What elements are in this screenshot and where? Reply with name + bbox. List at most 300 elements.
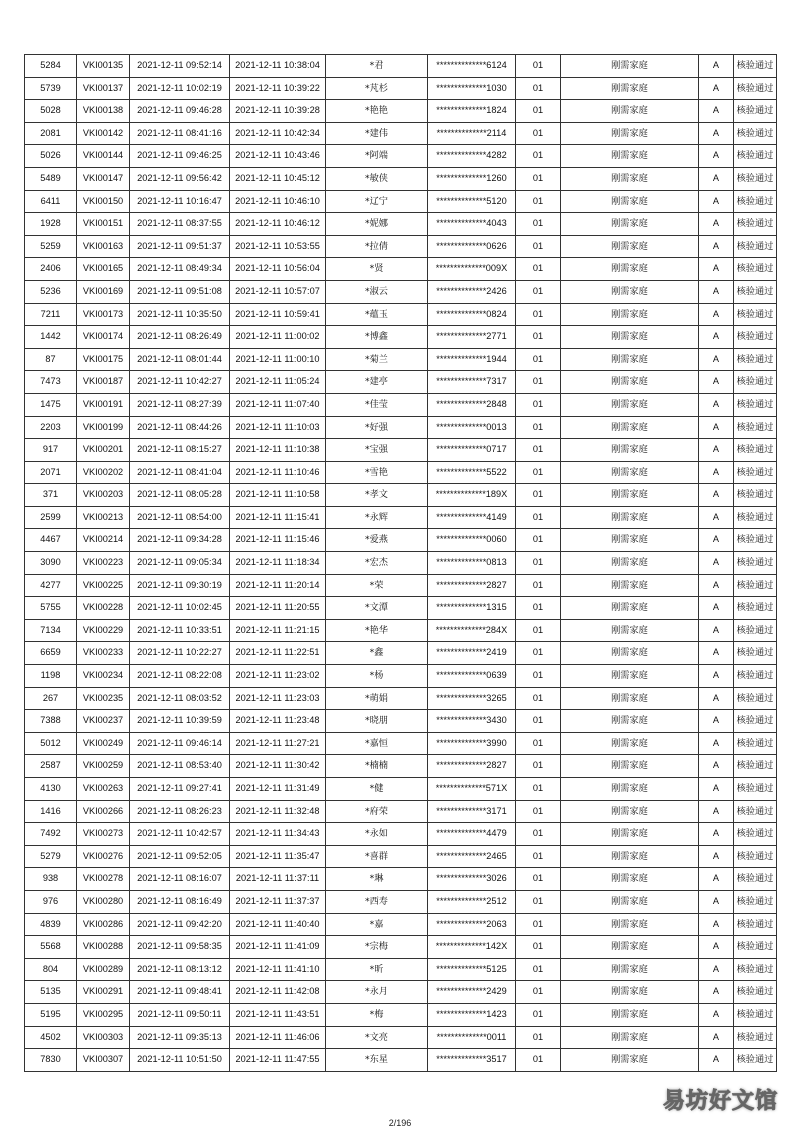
cell-seq: 1416: [25, 800, 77, 823]
cell-category-code: 01: [516, 167, 561, 190]
cell-id-number: **************1824: [428, 100, 516, 123]
cell-status: 核验通过: [734, 145, 777, 168]
cell-code: VKI00187: [77, 371, 130, 394]
cell-family-type: 刚需家庭: [561, 190, 699, 213]
cell-submit-time: 2021-12-11 08:53:40: [130, 755, 230, 778]
cell-name: *佳莹: [326, 393, 428, 416]
cell-code: VKI00263: [77, 778, 130, 801]
cell-submit-time: 2021-12-11 10:39:59: [130, 710, 230, 733]
cell-code: VKI00295: [77, 1003, 130, 1026]
cell-status: 核验通过: [734, 687, 777, 710]
cell-family-type: 刚需家庭: [561, 574, 699, 597]
cell-code: VKI00150: [77, 190, 130, 213]
table-row: [25, 506, 777, 529]
cell-verify-time: 2021-12-11 10:56:04: [230, 258, 326, 281]
cell-category-code: 01: [516, 823, 561, 846]
cell-grade: A: [699, 461, 734, 484]
cell-id-number: **************1315: [428, 597, 516, 620]
cell-id-number: **************3430: [428, 710, 516, 733]
cell-category-code: 01: [516, 326, 561, 349]
cell-seq: 87: [25, 348, 77, 371]
cell-seq: 7211: [25, 303, 77, 326]
cell-family-type: 刚需家庭: [561, 461, 699, 484]
cell-submit-time: 2021-12-11 09:52:05: [130, 845, 230, 868]
cell-status: 核验通过: [734, 800, 777, 823]
cell-category-code: 01: [516, 665, 561, 688]
cell-verify-time: 2021-12-11 11:23:02: [230, 665, 326, 688]
cell-status: 核验通过: [734, 167, 777, 190]
cell-submit-time: 2021-12-11 09:42:20: [130, 913, 230, 936]
cell-submit-time: 2021-12-11 09:46:28: [130, 100, 230, 123]
cell-submit-time: 2021-12-11 10:51:50: [130, 1049, 230, 1072]
cell-category-code: 01: [516, 1026, 561, 1049]
cell-grade: A: [699, 439, 734, 462]
cell-submit-time: 2021-12-11 08:13:12: [130, 958, 230, 981]
cell-family-type: 刚需家庭: [561, 890, 699, 913]
cell-grade: A: [699, 1026, 734, 1049]
cell-family-type: 刚需家庭: [561, 732, 699, 755]
cell-seq: 1198: [25, 665, 77, 688]
cell-grade: A: [699, 1003, 734, 1026]
cell-seq: 804: [25, 958, 77, 981]
cell-status: 核验通过: [734, 710, 777, 733]
cell-name: *建伟: [326, 122, 428, 145]
cell-verify-time: 2021-12-11 10:57:07: [230, 280, 326, 303]
cell-family-type: 刚需家庭: [561, 552, 699, 575]
cell-code: VKI00307: [77, 1049, 130, 1072]
cell-id-number: **************3171: [428, 800, 516, 823]
cell-family-type: 刚需家庭: [561, 235, 699, 258]
cell-code: VKI00202: [77, 461, 130, 484]
cell-code: VKI00223: [77, 552, 130, 575]
cell-category-code: 01: [516, 77, 561, 100]
table-row: [25, 326, 777, 349]
cell-status: 核验通过: [734, 484, 777, 507]
cell-family-type: 刚需家庭: [561, 484, 699, 507]
table-row: [25, 868, 777, 891]
cell-code: VKI00228: [77, 597, 130, 620]
cell-code: VKI00213: [77, 506, 130, 529]
cell-verify-time: 2021-12-11 10:59:41: [230, 303, 326, 326]
table-row: [25, 484, 777, 507]
cell-submit-time: 2021-12-11 08:49:34: [130, 258, 230, 281]
cell-code: VKI00234: [77, 665, 130, 688]
cell-seq: 5739: [25, 77, 77, 100]
cell-family-type: 刚需家庭: [561, 506, 699, 529]
cell-seq: 2406: [25, 258, 77, 281]
cell-submit-time: 2021-12-11 08:05:28: [130, 484, 230, 507]
cell-name: *辽宁: [326, 190, 428, 213]
cell-grade: A: [699, 778, 734, 801]
cell-code: VKI00276: [77, 845, 130, 868]
table-row: [25, 574, 777, 597]
table-row: [25, 642, 777, 665]
cell-grade: A: [699, 348, 734, 371]
cell-seq: 267: [25, 687, 77, 710]
cell-submit-time: 2021-12-11 09:05:34: [130, 552, 230, 575]
cell-submit-time: 2021-12-11 08:54:00: [130, 506, 230, 529]
cell-verify-time: 2021-12-11 11:23:03: [230, 687, 326, 710]
cell-seq: 2587: [25, 755, 77, 778]
cell-submit-time: 2021-12-11 09:56:42: [130, 167, 230, 190]
cell-code: VKI00280: [77, 890, 130, 913]
cell-verify-time: 2021-12-11 10:53:55: [230, 235, 326, 258]
cell-name: *荣: [326, 574, 428, 597]
cell-submit-time: 2021-12-11 10:02:45: [130, 597, 230, 620]
cell-name: *昕: [326, 958, 428, 981]
cell-status: 核验通过: [734, 190, 777, 213]
cell-category-code: 01: [516, 981, 561, 1004]
cell-id-number: **************4479: [428, 823, 516, 846]
cell-category-code: 01: [516, 800, 561, 823]
cell-category-code: 01: [516, 913, 561, 936]
cell-category-code: 01: [516, 1049, 561, 1072]
cell-status: 核验通过: [734, 371, 777, 394]
cell-status: 核验通过: [734, 122, 777, 145]
watermark-logo: 易坊好文馆: [662, 1089, 778, 1114]
cell-name: *东星: [326, 1049, 428, 1072]
cell-seq: 7473: [25, 371, 77, 394]
cell-status: 核验通过: [734, 348, 777, 371]
table-row: [25, 371, 777, 394]
cell-grade: A: [699, 190, 734, 213]
cell-id-number: **************0717: [428, 439, 516, 462]
cell-id-number: **************7317: [428, 371, 516, 394]
cell-submit-time: 2021-12-11 10:42:27: [130, 371, 230, 394]
cell-verify-time: 2021-12-11 11:21:15: [230, 619, 326, 642]
cell-verify-time: 2021-12-11 11:41:09: [230, 936, 326, 959]
cell-seq: 5012: [25, 732, 77, 755]
cell-seq: 7388: [25, 710, 77, 733]
cell-verify-time: 2021-12-11 11:35:47: [230, 845, 326, 868]
cell-grade: A: [699, 55, 734, 78]
cell-code: VKI00165: [77, 258, 130, 281]
cell-id-number: **************0813: [428, 552, 516, 575]
cell-verify-time: 2021-12-11 11:20:14: [230, 574, 326, 597]
cell-status: 核验通过: [734, 732, 777, 755]
cell-code: VKI00135: [77, 55, 130, 78]
cell-family-type: 刚需家庭: [561, 687, 699, 710]
cell-category-code: 01: [516, 619, 561, 642]
cell-family-type: 刚需家庭: [561, 77, 699, 100]
cell-verify-time: 2021-12-11 11:41:10: [230, 958, 326, 981]
cell-category-code: 01: [516, 642, 561, 665]
cell-family-type: 刚需家庭: [561, 258, 699, 281]
cell-id-number: **************3265: [428, 687, 516, 710]
cell-id-number: **************3026: [428, 868, 516, 891]
cell-id-number: **************5125: [428, 958, 516, 981]
cell-seq: 5755: [25, 597, 77, 620]
cell-grade: A: [699, 326, 734, 349]
cell-family-type: 刚需家庭: [561, 348, 699, 371]
cell-name: *永辉: [326, 506, 428, 529]
cell-status: 核验通过: [734, 77, 777, 100]
cell-verify-time: 2021-12-11 11:47:55: [230, 1049, 326, 1072]
table-row: [25, 529, 777, 552]
cell-submit-time: 2021-12-11 10:33:51: [130, 619, 230, 642]
cell-family-type: 刚需家庭: [561, 981, 699, 1004]
cell-id-number: **************4043: [428, 213, 516, 236]
cell-code: VKI00229: [77, 619, 130, 642]
table-row: [25, 619, 777, 642]
cell-submit-time: 2021-12-11 10:35:50: [130, 303, 230, 326]
cell-family-type: 刚需家庭: [561, 845, 699, 868]
table-row: [25, 710, 777, 733]
table-row: [25, 348, 777, 371]
table-body: [25, 55, 777, 1072]
table-row: [25, 823, 777, 846]
cell-status: 核验通过: [734, 303, 777, 326]
cell-family-type: 刚需家庭: [561, 823, 699, 846]
cell-family-type: 刚需家庭: [561, 1003, 699, 1026]
cell-status: 核验通过: [734, 981, 777, 1004]
cell-seq: 4839: [25, 913, 77, 936]
cell-grade: A: [699, 167, 734, 190]
cell-submit-time: 2021-12-11 09:52:14: [130, 55, 230, 78]
table-row: [25, 167, 777, 190]
cell-submit-time: 2021-12-11 09:51:08: [130, 280, 230, 303]
table-row: [25, 800, 777, 823]
cell-status: 核验通过: [734, 439, 777, 462]
cell-verify-time: 2021-12-11 11:46:06: [230, 1026, 326, 1049]
cell-category-code: 01: [516, 393, 561, 416]
cell-id-number: **************284X: [428, 619, 516, 642]
cell-verify-time: 2021-12-11 11:07:40: [230, 393, 326, 416]
cell-id-number: **************1423: [428, 1003, 516, 1026]
cell-grade: A: [699, 755, 734, 778]
cell-id-number: **************2465: [428, 845, 516, 868]
cell-grade: A: [699, 303, 734, 326]
cell-code: VKI00249: [77, 732, 130, 755]
cell-submit-time: 2021-12-11 08:22:08: [130, 665, 230, 688]
cell-submit-time: 2021-12-11 08:41:04: [130, 461, 230, 484]
page-number: 2/196: [388, 1118, 412, 1128]
cell-status: 核验通过: [734, 1049, 777, 1072]
cell-family-type: 刚需家庭: [561, 280, 699, 303]
cell-grade: A: [699, 1049, 734, 1072]
cell-code: VKI00163: [77, 235, 130, 258]
cell-category-code: 01: [516, 416, 561, 439]
cell-status: 核验通过: [734, 958, 777, 981]
cell-category-code: 01: [516, 868, 561, 891]
cell-submit-time: 2021-12-11 09:30:19: [130, 574, 230, 597]
cell-category-code: 01: [516, 213, 561, 236]
cell-family-type: 刚需家庭: [561, 529, 699, 552]
cell-category-code: 01: [516, 371, 561, 394]
cell-status: 核验通过: [734, 100, 777, 123]
cell-verify-time: 2021-12-11 11:43:51: [230, 1003, 326, 1026]
cell-id-number: **************571X: [428, 778, 516, 801]
cell-id-number: **************189X: [428, 484, 516, 507]
cell-id-number: **************3517: [428, 1049, 516, 1072]
cell-code: VKI00235: [77, 687, 130, 710]
cell-verify-time: 2021-12-11 10:45:12: [230, 167, 326, 190]
cell-name: *嘉恒: [326, 732, 428, 755]
cell-submit-time: 2021-12-11 08:15:27: [130, 439, 230, 462]
table-row: [25, 552, 777, 575]
cell-name: *晓朋: [326, 710, 428, 733]
cell-family-type: 刚需家庭: [561, 145, 699, 168]
cell-submit-time: 2021-12-11 08:27:39: [130, 393, 230, 416]
cell-id-number: **************2827: [428, 755, 516, 778]
cell-submit-time: 2021-12-11 09:35:13: [130, 1026, 230, 1049]
cell-verify-time: 2021-12-11 11:20:55: [230, 597, 326, 620]
cell-family-type: 刚需家庭: [561, 800, 699, 823]
cell-code: VKI00278: [77, 868, 130, 891]
cell-verify-time: 2021-12-11 11:30:42: [230, 755, 326, 778]
table-row: [25, 235, 777, 258]
cell-category-code: 01: [516, 506, 561, 529]
table-row: [25, 778, 777, 801]
cell-grade: A: [699, 800, 734, 823]
cell-name: *健: [326, 778, 428, 801]
cell-code: VKI00138: [77, 100, 130, 123]
cell-id-number: **************1944: [428, 348, 516, 371]
cell-family-type: 刚需家庭: [561, 710, 699, 733]
cell-status: 核验通过: [734, 868, 777, 891]
cell-status: 核验通过: [734, 755, 777, 778]
cell-category-code: 01: [516, 1003, 561, 1026]
cell-status: 核验通过: [734, 778, 777, 801]
cell-verify-time: 2021-12-11 11:10:58: [230, 484, 326, 507]
cell-verify-time: 2021-12-11 11:18:34: [230, 552, 326, 575]
registration-table: [24, 54, 777, 1072]
cell-family-type: 刚需家庭: [561, 619, 699, 642]
cell-code: VKI00289: [77, 958, 130, 981]
cell-grade: A: [699, 597, 734, 620]
cell-family-type: 刚需家庭: [561, 665, 699, 688]
cell-submit-time: 2021-12-11 09:46:14: [130, 732, 230, 755]
cell-code: VKI00199: [77, 416, 130, 439]
cell-status: 核验通过: [734, 235, 777, 258]
cell-id-number: **************4282: [428, 145, 516, 168]
cell-status: 核验通过: [734, 326, 777, 349]
cell-seq: 5028: [25, 100, 77, 123]
cell-status: 核验通过: [734, 574, 777, 597]
cell-status: 核验通过: [734, 529, 777, 552]
cell-category-code: 01: [516, 529, 561, 552]
cell-name: *梅: [326, 1003, 428, 1026]
cell-id-number: **************1030: [428, 77, 516, 100]
cell-seq: 5568: [25, 936, 77, 959]
cell-verify-time: 2021-12-11 10:39:22: [230, 77, 326, 100]
cell-code: VKI00225: [77, 574, 130, 597]
cell-grade: A: [699, 958, 734, 981]
cell-name: *嘉: [326, 913, 428, 936]
cell-seq: 1442: [25, 326, 77, 349]
cell-grade: A: [699, 823, 734, 846]
cell-verify-time: 2021-12-11 10:39:28: [230, 100, 326, 123]
table-row: [25, 303, 777, 326]
cell-id-number: **************2512: [428, 890, 516, 913]
table-row: [25, 461, 777, 484]
cell-code: VKI00291: [77, 981, 130, 1004]
cell-seq: 7134: [25, 619, 77, 642]
cell-submit-time: 2021-12-11 09:34:28: [130, 529, 230, 552]
cell-name: *艳华: [326, 619, 428, 642]
cell-name: *楠楠: [326, 755, 428, 778]
cell-category-code: 01: [516, 461, 561, 484]
cell-code: VKI00169: [77, 280, 130, 303]
cell-name: *博鑫: [326, 326, 428, 349]
table-row: [25, 687, 777, 710]
cell-seq: 2203: [25, 416, 77, 439]
cell-id-number: **************0639: [428, 665, 516, 688]
cell-family-type: 刚需家庭: [561, 642, 699, 665]
cell-status: 核验通过: [734, 619, 777, 642]
cell-family-type: 刚需家庭: [561, 913, 699, 936]
cell-grade: A: [699, 258, 734, 281]
cell-seq: 2599: [25, 506, 77, 529]
cell-grade: A: [699, 506, 734, 529]
cell-id-number: **************009X: [428, 258, 516, 281]
cell-name: *蕴玉: [326, 303, 428, 326]
cell-id-number: **************2429: [428, 981, 516, 1004]
cell-category-code: 01: [516, 55, 561, 78]
cell-grade: A: [699, 936, 734, 959]
cell-verify-time: 2021-12-11 11:15:46: [230, 529, 326, 552]
cell-seq: 6659: [25, 642, 77, 665]
cell-category-code: 01: [516, 732, 561, 755]
cell-id-number: **************0824: [428, 303, 516, 326]
cell-submit-time: 2021-12-11 08:37:55: [130, 213, 230, 236]
cell-grade: A: [699, 732, 734, 755]
cell-verify-time: 2021-12-11 11:32:48: [230, 800, 326, 823]
cell-seq: 4467: [25, 529, 77, 552]
cell-family-type: 刚需家庭: [561, 439, 699, 462]
cell-submit-time: 2021-12-11 08:26:23: [130, 800, 230, 823]
cell-family-type: 刚需家庭: [561, 958, 699, 981]
cell-name: *艳艳: [326, 100, 428, 123]
cell-id-number: **************2426: [428, 280, 516, 303]
cell-grade: A: [699, 552, 734, 575]
cell-code: VKI00237: [77, 710, 130, 733]
cell-verify-time: 2021-12-11 11:10:38: [230, 439, 326, 462]
cell-id-number: **************2114: [428, 122, 516, 145]
cell-family-type: 刚需家庭: [561, 303, 699, 326]
cell-category-code: 01: [516, 936, 561, 959]
cell-name: *雪艳: [326, 461, 428, 484]
cell-name: *西寿: [326, 890, 428, 913]
table-row: [25, 936, 777, 959]
cell-grade: A: [699, 371, 734, 394]
table-row: [25, 122, 777, 145]
cell-id-number: **************2771: [428, 326, 516, 349]
cell-name: *淑云: [326, 280, 428, 303]
cell-id-number: **************0011: [428, 1026, 516, 1049]
cell-status: 核验通过: [734, 845, 777, 868]
cell-family-type: 刚需家庭: [561, 122, 699, 145]
cell-id-number: **************2848: [428, 393, 516, 416]
cell-verify-time: 2021-12-11 11:10:03: [230, 416, 326, 439]
cell-verify-time: 2021-12-11 11:37:11: [230, 868, 326, 891]
cell-id-number: **************5522: [428, 461, 516, 484]
cell-code: VKI00286: [77, 913, 130, 936]
cell-name: *萌娟: [326, 687, 428, 710]
cell-category-code: 01: [516, 687, 561, 710]
cell-submit-time: 2021-12-11 10:16:47: [130, 190, 230, 213]
cell-name: *建亭: [326, 371, 428, 394]
cell-family-type: 刚需家庭: [561, 1049, 699, 1072]
cell-status: 核验通过: [734, 913, 777, 936]
cell-grade: A: [699, 393, 734, 416]
cell-seq: 6411: [25, 190, 77, 213]
cell-submit-time: 2021-12-11 08:41:16: [130, 122, 230, 145]
cell-name: *杨: [326, 665, 428, 688]
cell-id-number: **************142X: [428, 936, 516, 959]
cell-seq: 5236: [25, 280, 77, 303]
cell-grade: A: [699, 529, 734, 552]
